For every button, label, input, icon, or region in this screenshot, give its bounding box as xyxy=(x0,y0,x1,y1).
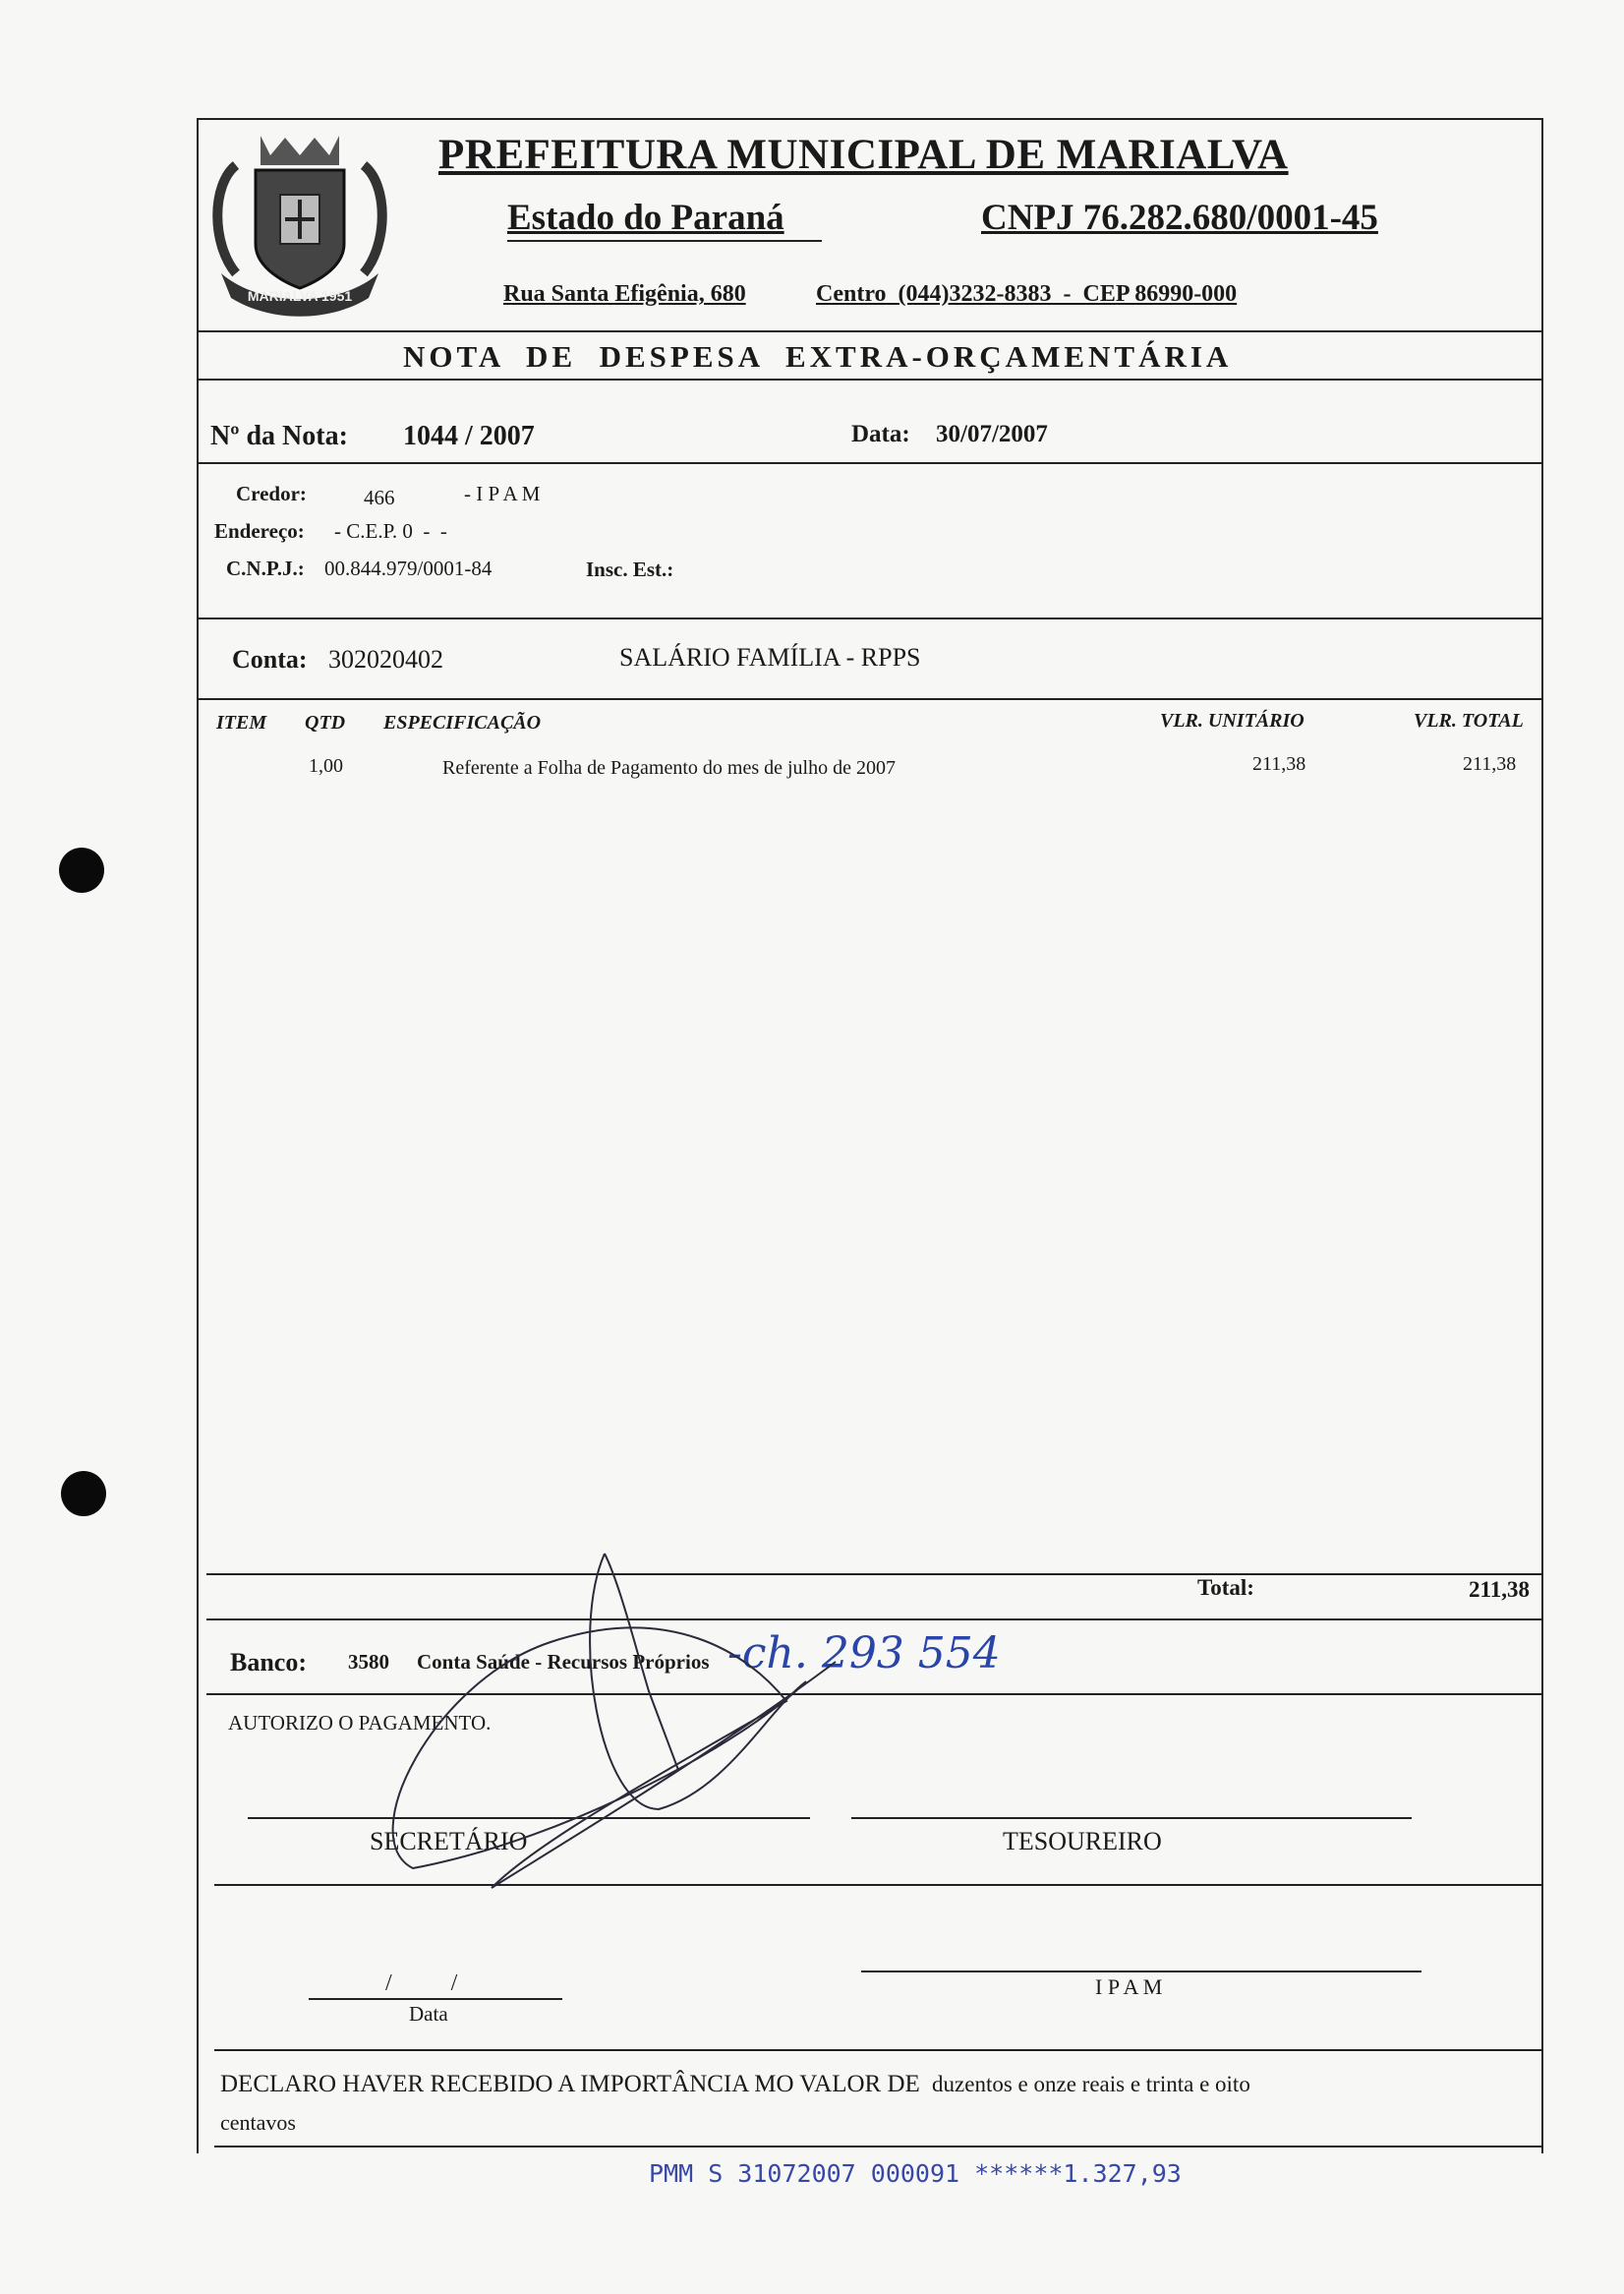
col-header-unit: VLR. UNITÁRIO xyxy=(1160,710,1305,732)
col-header-item: ITEM xyxy=(216,712,267,734)
rule-total-bottom xyxy=(206,1618,1543,1620)
rule-signatures xyxy=(214,1884,1543,1886)
row-spec: Referente a Folha de Pagamento do mes de julho de 2007 xyxy=(442,757,896,779)
state-underline xyxy=(507,240,822,242)
state-name: Estado do Paraná xyxy=(507,198,784,238)
frame-left xyxy=(197,118,199,2153)
nota-date-label: Data: xyxy=(851,421,910,447)
secretario-label: SECRETÁRIO xyxy=(370,1827,528,1855)
col-header-spec: ESPECIFICAÇÃO xyxy=(383,712,542,734)
cnpj-credor-label: C.N.P.J.: xyxy=(226,557,305,580)
nota-date: 30/07/2007 xyxy=(936,421,1048,447)
banco-code: 3580 xyxy=(348,1650,389,1674)
secretario-sign-line xyxy=(248,1817,810,1819)
credor-label: Credor: xyxy=(236,482,307,505)
declaro-amount-words: duzentos e onze reais e trinta e oito xyxy=(932,2072,1250,2096)
col-header-total: VLR. TOTAL xyxy=(1414,710,1524,732)
date-slashes: / / xyxy=(385,1970,458,1996)
ipam-label: I P A M xyxy=(1095,1974,1163,1999)
conta-description: SALÁRIO FAMÍLIA - RPPS xyxy=(619,643,921,672)
banco-account: Conta Saúde - Recursos Próprios xyxy=(417,1650,710,1674)
frame-bottom xyxy=(214,2146,1543,2147)
cnpj-header: CNPJ 76.282.680/0001-45 xyxy=(981,198,1378,238)
rule-credor xyxy=(197,618,1543,619)
handwritten-check-number: -ch. 293 554 xyxy=(727,1628,1001,1678)
address-contact: Centro (044)3232-8383 - CEP 86990-000 xyxy=(816,281,1238,307)
total-label: Total: xyxy=(1197,1575,1254,1600)
conta-label: Conta: xyxy=(232,645,308,674)
coat-of-arms-logo xyxy=(202,126,398,318)
banco-label: Banco: xyxy=(230,1648,307,1676)
row-total: 211,38 xyxy=(1463,753,1517,775)
row-unit: 211,38 xyxy=(1252,753,1306,775)
rule-header xyxy=(197,330,1543,332)
tesoureiro-sign-line xyxy=(851,1817,1412,1819)
rule-conta xyxy=(197,698,1543,700)
endereco-label: Endereço: xyxy=(214,519,305,543)
footer-stamp: PMM S 31072007 000091 ******1.327,93 xyxy=(649,2159,1182,2188)
frame-right xyxy=(1541,118,1543,2153)
endereco-value: - C.E.P. 0 - - xyxy=(334,519,447,543)
rule-ipam xyxy=(214,2049,1543,2051)
declaro-prefix: DECLARO HAVER RECEBIDO A IMPORTÂNCIA MO VALOR DE xyxy=(220,2071,920,2097)
rule-nota xyxy=(197,462,1543,464)
rule-title xyxy=(197,379,1543,381)
row-qtd: 1,00 xyxy=(309,755,343,777)
tesoureiro-label: TESOUREIRO xyxy=(1003,1827,1162,1855)
punch-hole-bottom xyxy=(61,1471,106,1516)
credor-code: 466 xyxy=(364,486,395,509)
svg-text:MARIALVA 1951: MARIALVA 1951 xyxy=(247,288,353,304)
punch-hole-top xyxy=(59,848,104,893)
municipality-title: PREFEITURA MUNICIPAL DE MARIALVA xyxy=(438,132,1289,178)
declaro-continuation: centavos xyxy=(220,2110,296,2135)
credor-name: - I P A M xyxy=(464,482,541,505)
nota-number-label: Nº da Nota: xyxy=(210,421,348,451)
document-title: NOTA DE DESPESA EXTRA-ORÇAMENTÁRIA xyxy=(403,339,1233,374)
address-street: Rua Santa Efigênia, 680 xyxy=(503,281,746,307)
cnpj-credor-value: 00.844.979/0001-84 xyxy=(324,557,493,580)
date-label: Data xyxy=(409,2002,448,2026)
ipam-sign-line xyxy=(861,1970,1421,1972)
rule-total-top xyxy=(206,1573,1543,1575)
declaro-text xyxy=(220,2069,1528,2100)
total-value: 211,38 xyxy=(1469,1577,1530,1602)
col-header-qtd: QTD xyxy=(305,712,346,734)
frame-top xyxy=(197,118,1543,120)
table-row xyxy=(206,753,1534,787)
rule-banco xyxy=(206,1693,1543,1695)
autorizo-text: AUTORIZO O PAGAMENTO. xyxy=(228,1711,492,1735)
insc-est-label: Insc. Est.: xyxy=(586,558,674,581)
conta-number: 302020402 xyxy=(328,645,443,674)
nota-number: 1044 / 2007 xyxy=(403,421,535,451)
date-line xyxy=(309,1998,562,2000)
